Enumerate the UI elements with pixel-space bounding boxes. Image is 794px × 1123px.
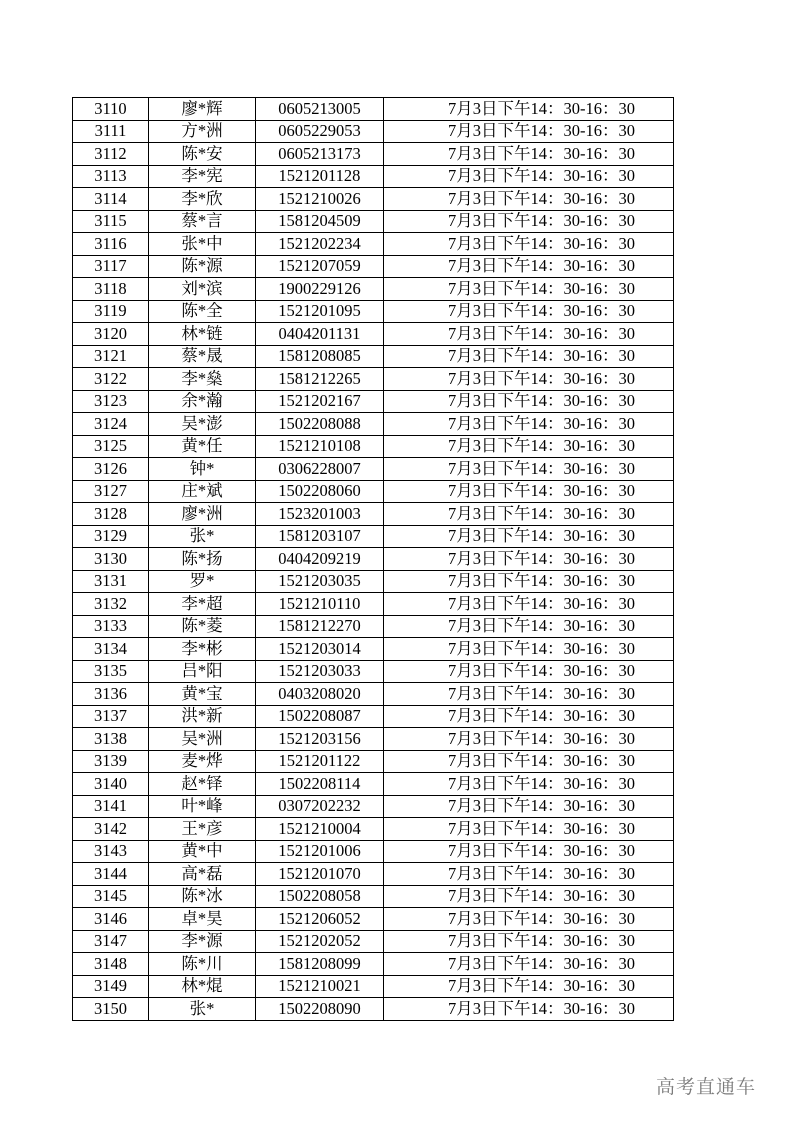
seq-number-cell: 3133 [73,615,149,638]
exam-time-cell: 7月3日下午14：30-16：30 [384,660,674,683]
watermark-logo-text: 高考直通车 [656,1076,757,1098]
table-row [73,480,674,503]
candidate-id-cell: 1521210108 [256,435,384,458]
candidate-name-cell: 刘*滨 [149,278,256,301]
seq-number-cell: 3126 [73,458,149,481]
candidate-name-cell: 洪*新 [149,705,256,728]
table-row [73,750,674,773]
candidate-name-cell: 陈*全 [149,300,256,323]
candidate-name-cell: 吴*澎 [149,413,256,436]
table-row [73,323,674,346]
candidate-name-cell: 方*洲 [149,120,256,143]
table-row [73,773,674,796]
seq-number-cell: 3120 [73,323,149,346]
exam-time-cell: 7月3日下午14：30-16：30 [384,278,674,301]
exam-time-cell: 7月3日下午14：30-16：30 [384,413,674,436]
table-row [73,615,674,638]
candidate-id-cell: 1521202167 [256,390,384,413]
seq-number-cell: 3118 [73,278,149,301]
candidate-id-cell: 1581204509 [256,210,384,233]
candidate-id-cell: 0404209219 [256,548,384,571]
candidate-id-cell: 1521202234 [256,233,384,256]
candidate-id-cell: 0605229053 [256,120,384,143]
table-row [73,953,674,976]
exam-time-cell: 7月3日下午14：30-16：30 [384,503,674,526]
seq-number-cell: 3147 [73,930,149,953]
table-row [73,930,674,953]
candidate-id-cell: 1521203033 [256,660,384,683]
candidate-id-cell: 0605213173 [256,143,384,166]
exam-time-cell: 7月3日下午14：30-16：30 [384,368,674,391]
exam-time-cell: 7月3日下午14：30-16：30 [384,525,674,548]
seq-number-cell: 3122 [73,368,149,391]
candidate-id-cell: 1521203035 [256,570,384,593]
table-row [73,863,674,886]
candidate-name-cell: 黄*宝 [149,683,256,706]
exam-time-cell: 7月3日下午14：30-16：30 [384,255,674,278]
table-row [73,593,674,616]
seq-number-cell: 3137 [73,705,149,728]
candidate-id-cell: 1521201128 [256,165,384,188]
exam-schedule-table [72,97,674,1021]
candidate-id-cell: 1521203014 [256,638,384,661]
table-row [73,210,674,233]
candidate-id-cell: 1502208087 [256,705,384,728]
seq-number-cell: 3145 [73,885,149,908]
exam-time-cell: 7月3日下午14：30-16：30 [384,165,674,188]
candidate-id-cell: 1521210026 [256,188,384,211]
exam-time-cell: 7月3日下午14：30-16：30 [384,210,674,233]
seq-number-cell: 3110 [73,98,149,121]
seq-number-cell: 3121 [73,345,149,368]
table-row [73,255,674,278]
exam-time-cell: 7月3日下午14：30-16：30 [384,458,674,481]
seq-number-cell: 3142 [73,818,149,841]
candidate-id-cell: 1521203156 [256,728,384,751]
candidate-id-cell: 1523201003 [256,503,384,526]
table-body [73,98,674,1021]
table-row [73,570,674,593]
seq-number-cell: 3149 [73,975,149,998]
table-row [73,683,674,706]
exam-time-cell: 7月3日下午14：30-16：30 [384,300,674,323]
exam-time-cell: 7月3日下午14：30-16：30 [384,188,674,211]
exam-time-cell: 7月3日下午14：30-16：30 [384,953,674,976]
seq-number-cell: 3128 [73,503,149,526]
candidate-name-cell: 李*宪 [149,165,256,188]
seq-number-cell: 3143 [73,840,149,863]
table-row [73,840,674,863]
table-row [73,638,674,661]
exam-time-cell: 7月3日下午14：30-16：30 [384,323,674,346]
table-row [73,503,674,526]
candidate-id-cell: 0306228007 [256,458,384,481]
exam-time-cell: 7月3日下午14：30-16：30 [384,930,674,953]
exam-time-cell: 7月3日下午14：30-16：30 [384,728,674,751]
exam-time-cell: 7月3日下午14：30-16：30 [384,435,674,458]
seq-number-cell: 3129 [73,525,149,548]
candidate-id-cell: 1900229126 [256,278,384,301]
seq-number-cell: 3112 [73,143,149,166]
seq-number-cell: 3130 [73,548,149,571]
candidate-name-cell: 麦*烨 [149,750,256,773]
candidate-id-cell: 0605213005 [256,98,384,121]
table-row [73,98,674,121]
candidate-name-cell: 陈*扬 [149,548,256,571]
seq-number-cell: 3117 [73,255,149,278]
table-row [73,885,674,908]
candidate-id-cell: 1581212265 [256,368,384,391]
table-row [73,120,674,143]
exam-time-cell: 7月3日下午14：30-16：30 [384,840,674,863]
table-row [73,795,674,818]
candidate-name-cell: 李*燊 [149,368,256,391]
seq-number-cell: 3139 [73,750,149,773]
seq-number-cell: 3144 [73,863,149,886]
table-row [73,908,674,931]
exam-time-cell: 7月3日下午14：30-16：30 [384,638,674,661]
exam-time-cell: 7月3日下午14：30-16：30 [384,975,674,998]
exam-time-cell: 7月3日下午14：30-16：30 [384,120,674,143]
exam-time-cell: 7月3日下午14：30-16：30 [384,615,674,638]
exam-time-cell: 7月3日下午14：30-16：30 [384,345,674,368]
candidate-id-cell: 1502208088 [256,413,384,436]
seq-number-cell: 3148 [73,953,149,976]
candidate-name-cell: 廖*洲 [149,503,256,526]
seq-number-cell: 3136 [73,683,149,706]
seq-number-cell: 3125 [73,435,149,458]
seq-number-cell: 3138 [73,728,149,751]
candidate-name-cell: 钟* [149,458,256,481]
exam-time-cell: 7月3日下午14：30-16：30 [384,863,674,886]
candidate-id-cell: 0404201131 [256,323,384,346]
table-row [73,998,674,1021]
candidate-name-cell: 高*磊 [149,863,256,886]
seq-number-cell: 3132 [73,593,149,616]
candidate-id-cell: 1521201070 [256,863,384,886]
seq-number-cell: 3116 [73,233,149,256]
candidate-id-cell: 1581212270 [256,615,384,638]
table-row [73,728,674,751]
candidate-id-cell: 1521210004 [256,818,384,841]
exam-time-cell: 7月3日下午14：30-16：30 [384,795,674,818]
seq-number-cell: 3135 [73,660,149,683]
table-row [73,525,674,548]
seq-number-cell: 3119 [73,300,149,323]
table-row [73,165,674,188]
exam-time-cell: 7月3日下午14：30-16：30 [384,683,674,706]
candidate-name-cell: 吴*洲 [149,728,256,751]
candidate-id-cell: 1521206052 [256,908,384,931]
exam-time-cell: 7月3日下午14：30-16：30 [384,480,674,503]
seq-number-cell: 3146 [73,908,149,931]
candidate-name-cell: 叶*峰 [149,795,256,818]
exam-time-cell: 7月3日下午14：30-16：30 [384,773,674,796]
candidate-name-cell: 张* [149,998,256,1021]
table-row [73,975,674,998]
exam-time-cell: 7月3日下午14：30-16：30 [384,570,674,593]
candidate-id-cell: 1502208090 [256,998,384,1021]
seq-number-cell: 3127 [73,480,149,503]
seq-number-cell: 3124 [73,413,149,436]
candidate-id-cell: 0307202232 [256,795,384,818]
candidate-id-cell: 1521201122 [256,750,384,773]
candidate-name-cell: 罗* [149,570,256,593]
exam-time-cell: 7月3日下午14：30-16：30 [384,908,674,931]
candidate-id-cell: 1502208114 [256,773,384,796]
candidate-name-cell: 庄*斌 [149,480,256,503]
seq-number-cell: 3134 [73,638,149,661]
table-row [73,368,674,391]
candidate-name-cell: 陈*川 [149,953,256,976]
exam-time-cell: 7月3日下午14：30-16：30 [384,143,674,166]
table-row [73,233,674,256]
exam-time-cell: 7月3日下午14：30-16：30 [384,998,674,1021]
candidate-id-cell: 1581208085 [256,345,384,368]
table-row [73,458,674,481]
table-row [73,278,674,301]
candidate-id-cell: 1521207059 [256,255,384,278]
seq-number-cell: 3131 [73,570,149,593]
candidate-id-cell: 1521210021 [256,975,384,998]
seq-number-cell: 3123 [73,390,149,413]
candidate-name-cell: 王*彦 [149,818,256,841]
seq-number-cell: 3140 [73,773,149,796]
exam-time-cell: 7月3日下午14：30-16：30 [384,548,674,571]
candidate-name-cell: 陈*源 [149,255,256,278]
candidate-id-cell: 1502208058 [256,885,384,908]
candidate-id-cell: 1521201095 [256,300,384,323]
table-row [73,413,674,436]
table-row [73,705,674,728]
exam-time-cell: 7月3日下午14：30-16：30 [384,705,674,728]
seq-number-cell: 3150 [73,998,149,1021]
table-row [73,143,674,166]
candidate-name-cell: 吕*阳 [149,660,256,683]
table-row [73,548,674,571]
exam-time-cell: 7月3日下午14：30-16：30 [384,593,674,616]
seq-number-cell: 3114 [73,188,149,211]
candidate-name-cell: 陈*安 [149,143,256,166]
candidate-name-cell: 蔡*晟 [149,345,256,368]
candidate-name-cell: 林*链 [149,323,256,346]
candidate-name-cell: 卓*昊 [149,908,256,931]
exam-time-cell: 7月3日下午14：30-16：30 [384,818,674,841]
candidate-name-cell: 李*超 [149,593,256,616]
candidate-id-cell: 1581208099 [256,953,384,976]
candidate-name-cell: 黄*任 [149,435,256,458]
candidate-id-cell: 1581203107 [256,525,384,548]
exam-time-cell: 7月3日下午14：30-16：30 [384,390,674,413]
seq-number-cell: 3113 [73,165,149,188]
seq-number-cell: 3141 [73,795,149,818]
candidate-name-cell: 赵*铎 [149,773,256,796]
candidate-id-cell: 1521202052 [256,930,384,953]
seq-number-cell: 3111 [73,120,149,143]
table-row [73,300,674,323]
candidate-id-cell: 1521210110 [256,593,384,616]
exam-time-cell: 7月3日下午14：30-16：30 [384,750,674,773]
table-row [73,660,674,683]
table-row [73,345,674,368]
candidate-name-cell: 余*瀚 [149,390,256,413]
table-row [73,818,674,841]
table-row [73,390,674,413]
candidate-id-cell: 1521201006 [256,840,384,863]
exam-time-cell: 7月3日下午14：30-16：30 [384,885,674,908]
seq-number-cell: 3115 [73,210,149,233]
candidate-name-cell: 李*源 [149,930,256,953]
candidate-name-cell: 李*欣 [149,188,256,211]
candidate-name-cell: 李*彬 [149,638,256,661]
candidate-name-cell: 陈*冰 [149,885,256,908]
table-row [73,435,674,458]
candidate-name-cell: 廖*辉 [149,98,256,121]
candidate-name-cell: 陈*菱 [149,615,256,638]
candidate-id-cell: 0403208020 [256,683,384,706]
candidate-name-cell: 张* [149,525,256,548]
exam-time-cell: 7月3日下午14：30-16：30 [384,233,674,256]
candidate-name-cell: 蔡*言 [149,210,256,233]
table-row [73,188,674,211]
candidate-name-cell: 张*中 [149,233,256,256]
candidate-name-cell: 黄*中 [149,840,256,863]
exam-time-cell: 7月3日下午14：30-16：30 [384,98,674,121]
candidate-name-cell: 林*焜 [149,975,256,998]
candidate-id-cell: 1502208060 [256,480,384,503]
